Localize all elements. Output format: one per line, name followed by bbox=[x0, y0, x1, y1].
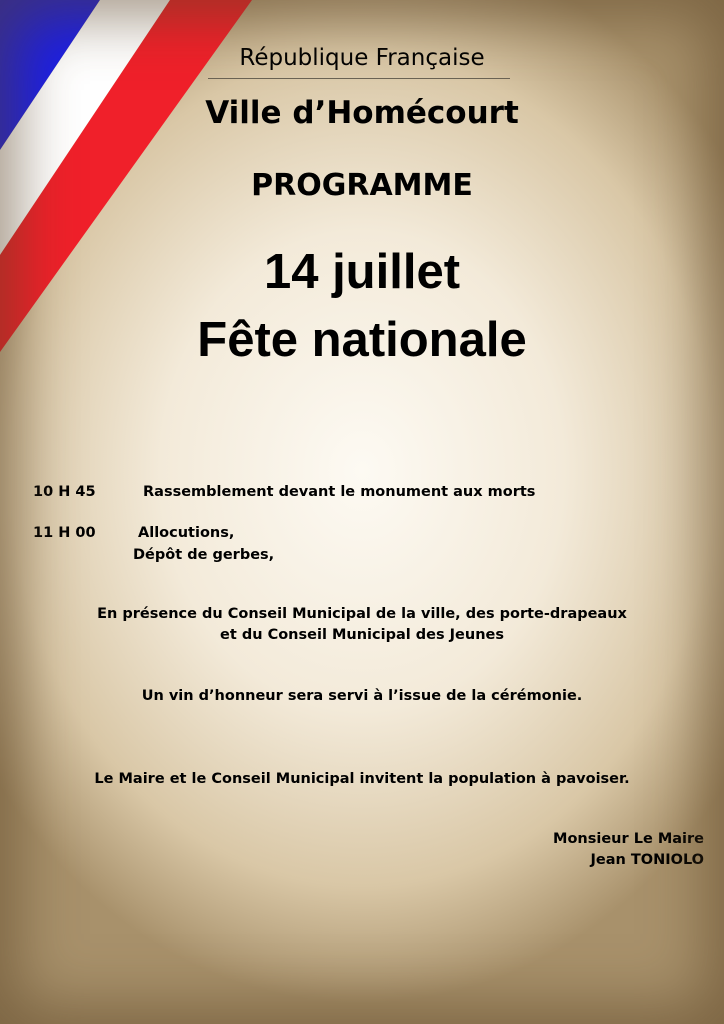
republic-heading: République Française bbox=[239, 45, 485, 71]
event-date: 14 juillet bbox=[263, 245, 461, 299]
invitation-note: Le Maire et le Conseil Municipal invitent la population à pavoiser. bbox=[94, 771, 630, 787]
signature-name: Jean TONIOLO bbox=[590, 852, 704, 868]
schedule-item-2a: Allocutions, bbox=[138, 525, 235, 541]
schedule-item-1: Rassemblement devant le monument aux morts bbox=[143, 484, 536, 500]
signature-role: Monsieur Le Maire bbox=[553, 831, 704, 847]
schedule-item-2b: Dépôt de gerbes, bbox=[133, 547, 275, 563]
schedule-time-1: 10 H 45 bbox=[33, 484, 96, 500]
programme-heading: PROGRAMME bbox=[251, 168, 473, 203]
reception-note: Un vin d’honneur sera servi à l’issue de la cérémonie. bbox=[141, 688, 583, 704]
event-title: Fête nationale bbox=[197, 313, 527, 367]
presence-line-1: En présence du Conseil Municipal de la ville, des porte-drapeaux bbox=[97, 606, 627, 622]
town-name: Ville d’Homécourt bbox=[205, 95, 519, 131]
schedule-time-2: 11 H 00 bbox=[33, 525, 96, 541]
presence-line-2: et du Conseil Municipal des Jeunes bbox=[220, 627, 504, 643]
header-divider bbox=[208, 78, 510, 79]
